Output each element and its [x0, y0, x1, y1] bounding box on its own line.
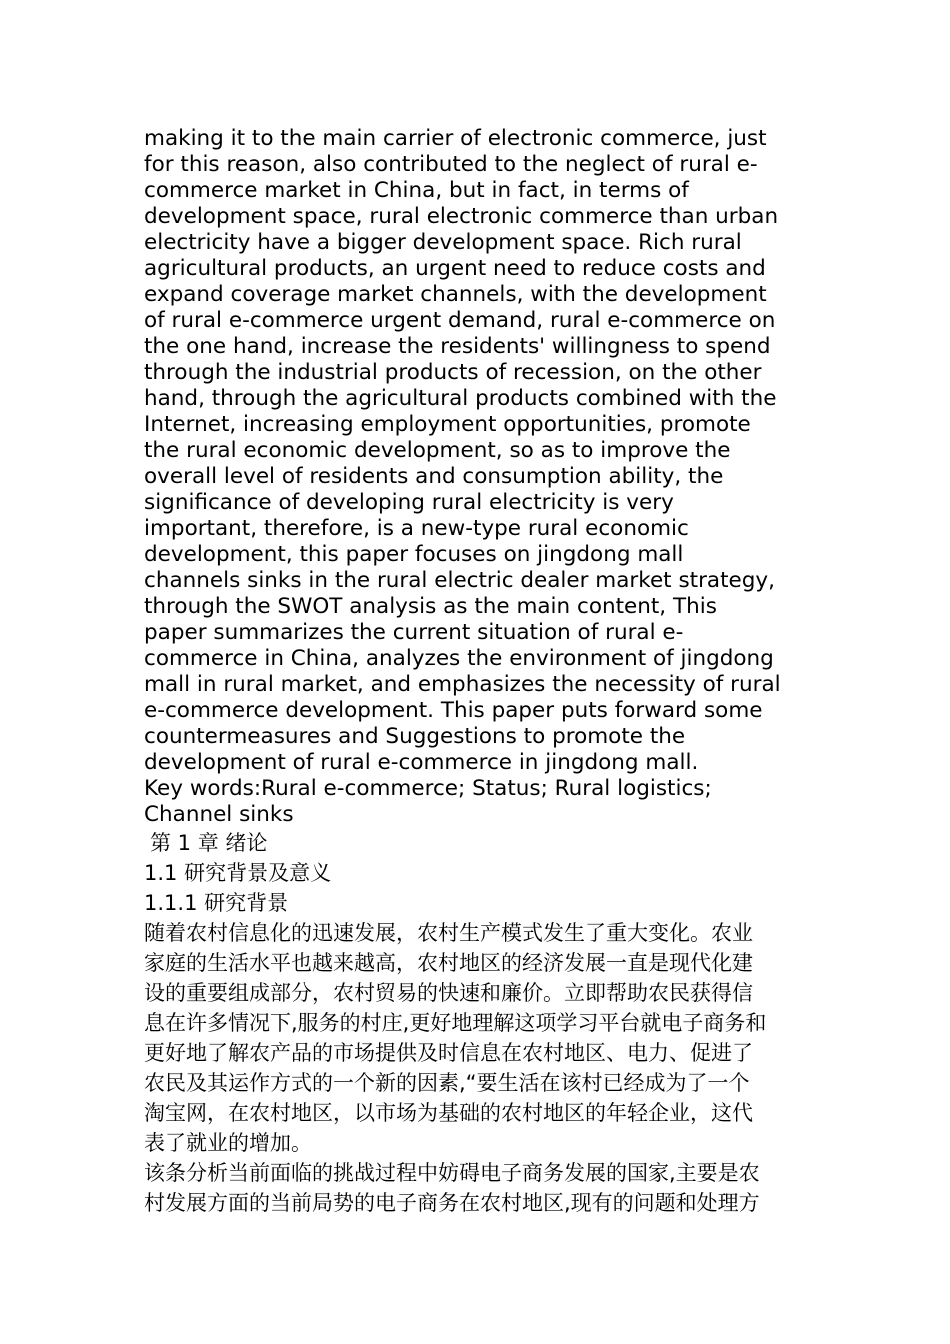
- text-line: 该条分析当前面临的挑战过程中妨碍电子商务发展的国家,主要是农: [144, 1161, 760, 1185]
- text-line: 设的重要组成部分，农村贸易的快速和廉价。立即帮助农民获得信: [144, 981, 753, 1005]
- chapter-heading: 第 1 章 绪论: [150, 831, 268, 855]
- text-line: agricultural products, an urgent need to reduce costs and: [144, 256, 766, 281]
- text-line: of rural e-commerce urgent demand, rural e-commerce on: [144, 308, 776, 333]
- text-line: Internet, increasing employment opportunities, promote: [144, 412, 751, 437]
- text-line: 更好地了解农产品的市场提供及时信息在农村地区、电力、促进了: [144, 1041, 753, 1065]
- text-line: 表了就业的增加。: [144, 1131, 312, 1155]
- text-line: commerce in China, analyzes the environment of jingdong: [144, 646, 774, 671]
- text-line: 息在许多情况下,服务的村庄,更好地理解这项学习平台就电子商务和: [144, 1011, 767, 1035]
- text-line: electricity have a bigger development space. Rich rural: [144, 230, 742, 255]
- text-line: paper summarizes the current situation of rural e-: [144, 620, 684, 645]
- keywords-line: Channel sinks: [144, 802, 294, 827]
- keywords: [144, 776, 810, 828]
- text-line: 村发展方面的当前局势的电子商务在农村地区,现有的问题和处理方: [144, 1191, 760, 1215]
- text-line: through the industrial products of recession, on the other: [144, 360, 762, 385]
- text-line: hand, through the agricultural products combined with the: [144, 386, 777, 411]
- text-line: countermeasures and Suggestions to promote the: [144, 724, 686, 749]
- text-line: the one hand, increase the residents' willingness to spend: [144, 334, 771, 359]
- text-line: for this reason, also contributed to the neglect of rural e-: [144, 152, 758, 177]
- text-line: making it to the main carrier of electronic commerce, just: [144, 126, 767, 151]
- text-line: 家庭的生活水平也越来越高，农村地区的经济发展一直是现代化建: [144, 951, 753, 975]
- text-line: overall level of residents and consumption ability, the: [144, 464, 724, 489]
- text-line: development space, rural electronic commerce than urban: [144, 204, 779, 229]
- text-line: mall in rural market, and emphasizes the necessity of rural: [144, 672, 781, 697]
- text-line: 淘宝网，在农村地区，以市场为基础的农村地区的年轻企业，这代: [144, 1101, 753, 1125]
- text-line: e-commerce development. This paper puts forward some: [144, 698, 763, 723]
- background-paragraph-2: [144, 1158, 810, 1218]
- text-line: the rural economic development, so as to improve the: [144, 438, 731, 463]
- text-line: expand coverage market channels, with the development: [144, 282, 767, 307]
- text-line: commerce market in China, but in fact, in terms of: [144, 178, 689, 203]
- subsection-heading: 1.1.1 研究背景: [144, 891, 289, 915]
- document-body: [144, 126, 810, 1218]
- text-line: important, therefore, is a new-type rural economic: [144, 516, 689, 541]
- text-line: significance of developing rural electricity is very: [144, 490, 674, 515]
- section-heading: 1.1 研究背景及意义: [144, 861, 332, 885]
- text-line: through the SWOT analysis as the main content, This: [144, 594, 717, 619]
- background-paragraph-1: [144, 918, 810, 1158]
- text-line: channels sinks in the rural electric dealer market strategy,: [144, 568, 775, 593]
- text-line: development, this paper focuses on jingdong mall: [144, 542, 684, 567]
- keywords-line: Key words:Rural e-commerce; Status; Rural logistics;: [144, 776, 712, 801]
- text-line: 随着农村信息化的迅速发展，农村生产模式发生了重大变化。农业: [144, 921, 753, 945]
- text-line: development of rural e-commerce in jingdong mall.: [144, 750, 699, 775]
- abstract-paragraph: [144, 126, 810, 776]
- text-line: 农民及其运作方式的一个新的因素,“要生活在该村已经成为了一个: [144, 1071, 750, 1095]
